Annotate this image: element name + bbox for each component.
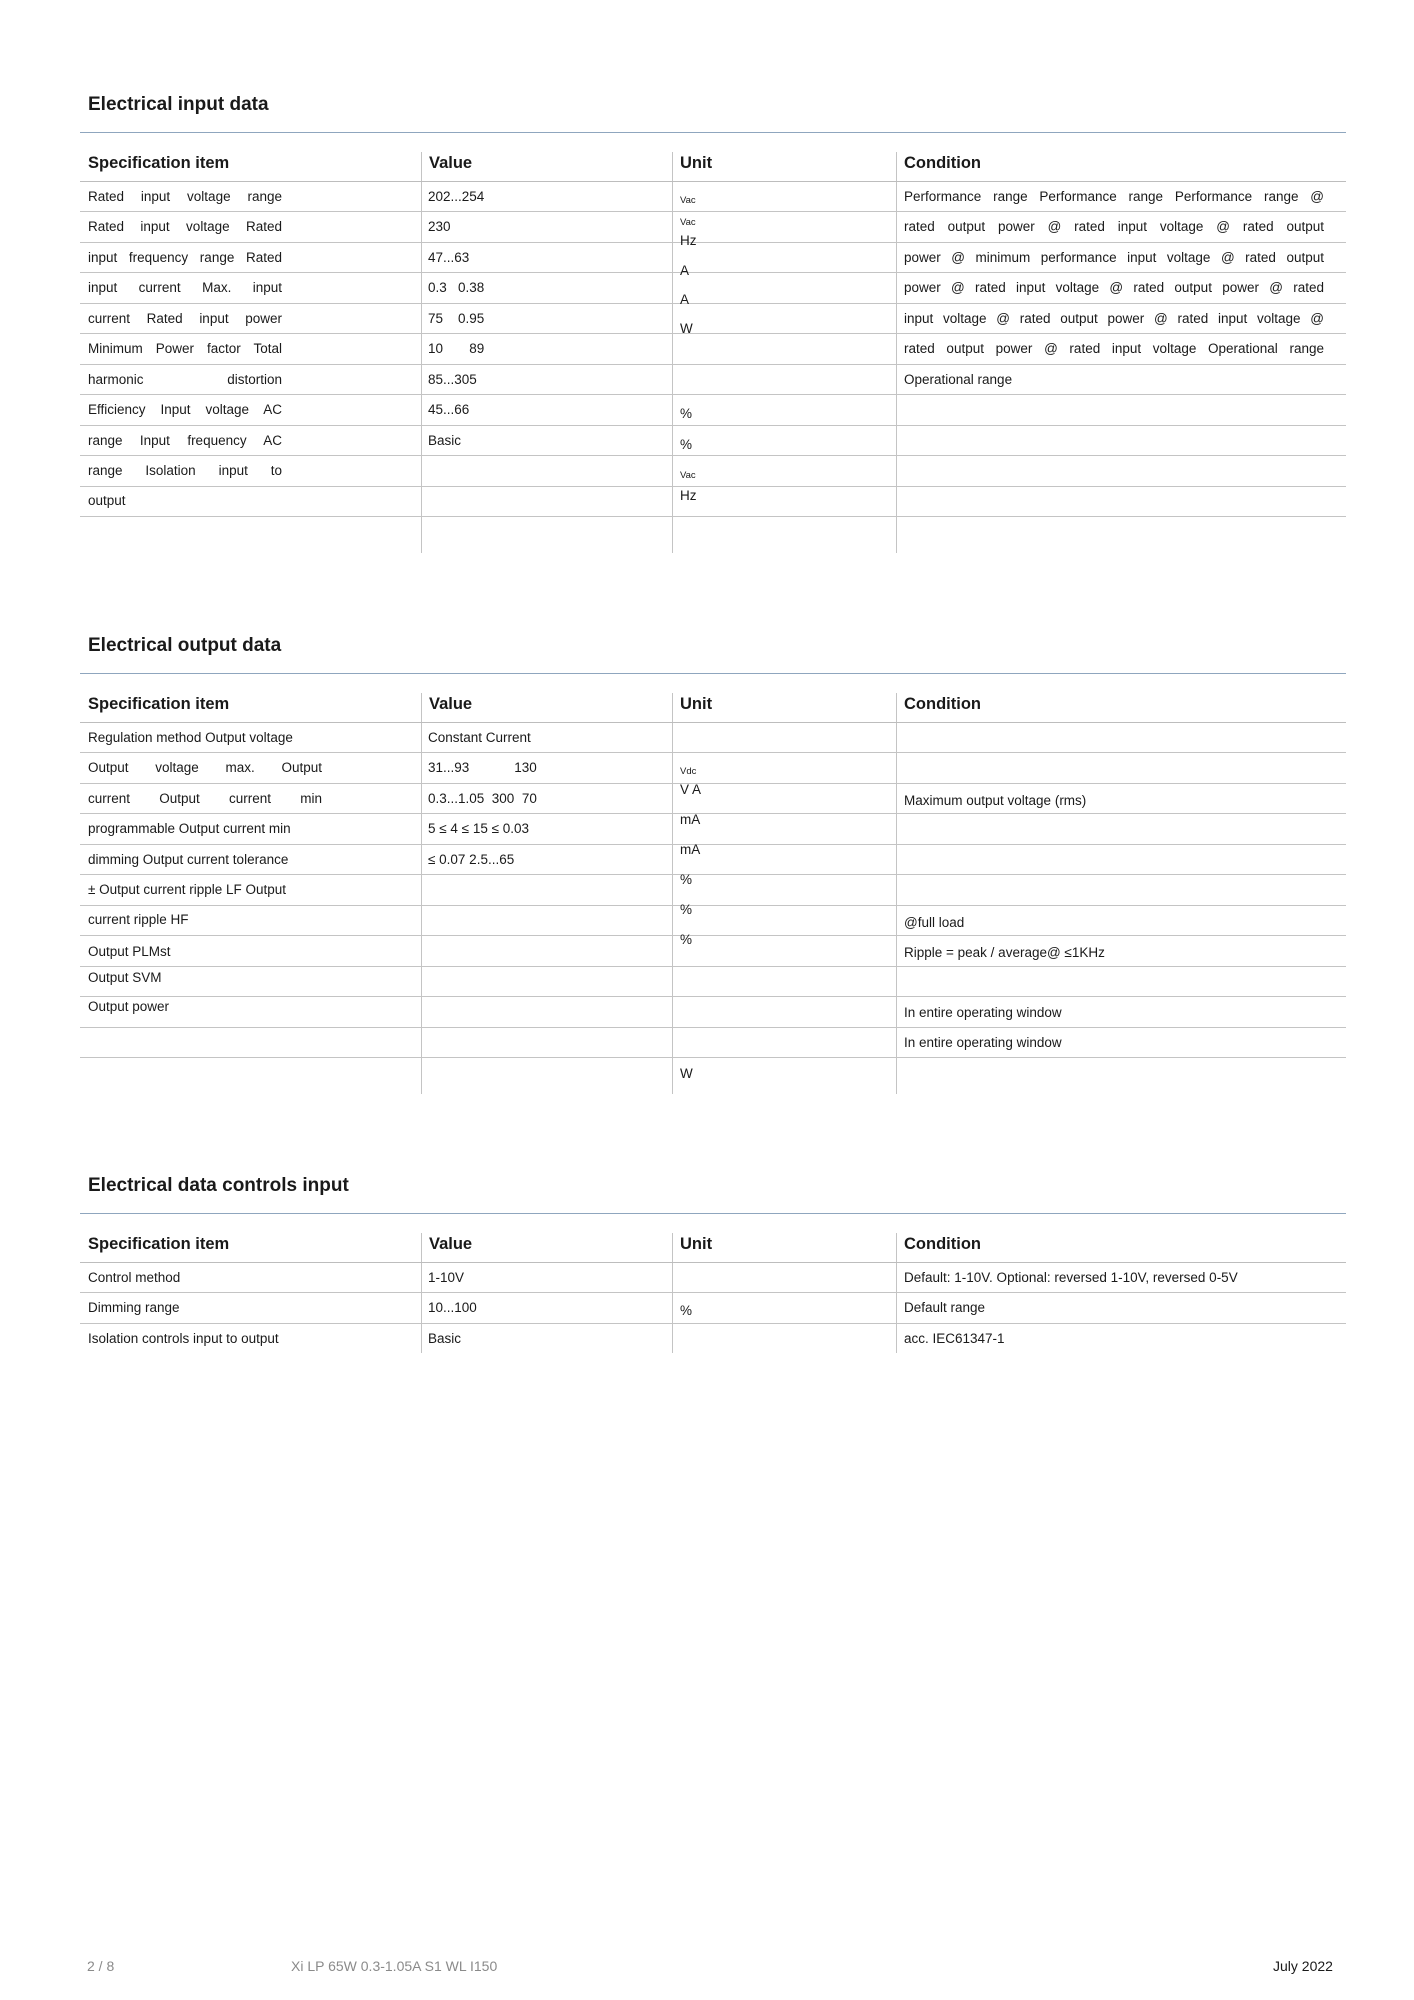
condition-text: Ripple = peak / average@ ≤1KHz [904, 945, 1105, 960]
row-divider [80, 1057, 1346, 1058]
column-divider [672, 152, 673, 553]
row-divider [80, 1027, 1346, 1028]
column-divider [421, 693, 422, 1094]
col-header-unit: Unit [680, 154, 713, 172]
row-divider [80, 905, 1346, 906]
value-text: 202...254 [428, 189, 485, 204]
unit-text: A [680, 292, 690, 307]
unit-text: Hz [680, 233, 697, 248]
spec-item-text: Regulation method Output voltage [88, 730, 293, 745]
unit-text: % [680, 872, 693, 887]
unit-text: Vac [680, 217, 696, 228]
spec-item-text: Efficiency Input voltage AC [88, 402, 282, 417]
condition-text: In entire operating window [904, 1005, 1062, 1020]
condition-text: rated output power @ rated input voltage @ rated output [904, 219, 1324, 234]
row-divider [80, 874, 1346, 875]
spec-item-text: Minimum Power factor Total [88, 341, 282, 356]
spec-item-text: output [88, 493, 126, 508]
unit-text: % [680, 932, 693, 947]
col-header-condition: Condition [904, 154, 981, 172]
unit-text: Vdc [680, 766, 697, 777]
value-text: 0.3 0.38 [428, 280, 485, 295]
condition-text: power @ minimum performance input voltage @ rated output [904, 250, 1324, 265]
spec-item-text: Control method [88, 1270, 181, 1285]
spec-item-text: Output voltage max. Output [88, 760, 322, 775]
row-divider [80, 242, 1346, 243]
row-divider [80, 211, 1346, 212]
value-text: Constant Current [428, 730, 531, 745]
value-text: 31...93 130 [428, 760, 537, 775]
col-header-spec: Specification item [88, 1235, 230, 1253]
column-divider [896, 1233, 897, 1353]
row-divider [80, 813, 1346, 814]
unit-text: mA [680, 812, 701, 827]
column-divider [421, 152, 422, 553]
value-text: 5 ≤ 4 ≤ 15 ≤ 0.03 [428, 821, 530, 836]
section-divider [80, 1213, 1346, 1214]
value-text: 45...66 [428, 402, 470, 417]
spec-item-text: range Isolation input to [88, 463, 282, 478]
condition-text: rated output power @ rated input voltage Operational range [904, 341, 1324, 356]
col-header-spec: Specification item [88, 695, 230, 713]
row-divider [80, 1292, 1346, 1293]
unit-text: % [680, 1303, 693, 1318]
col-header-condition: Condition [904, 695, 981, 713]
row-divider [80, 996, 1346, 997]
section-title: Electrical data controls input [88, 1175, 349, 1196]
row-divider [80, 455, 1346, 456]
unit-text: % [680, 902, 693, 917]
spec-item-text: Rated input voltage Rated [88, 219, 282, 234]
value-text: 230 [428, 219, 451, 234]
spec-item-text: Rated input voltage range [88, 189, 282, 204]
section-divider [80, 673, 1346, 674]
row-divider [80, 333, 1346, 334]
row-divider [80, 181, 1346, 182]
col-header-value: Value [429, 1235, 473, 1253]
unit-text: W [680, 321, 693, 336]
spec-item-text: dimming Output current tolerance [88, 852, 289, 867]
section-title: Electrical output data [88, 635, 282, 656]
value-text: 10 89 [428, 341, 485, 356]
spec-item-text: current Rated input power [88, 311, 282, 326]
column-divider [896, 152, 897, 553]
condition-text: Operational range [904, 372, 1013, 387]
row-divider [80, 516, 1346, 517]
spec-item-text: Output power [88, 999, 170, 1014]
value-text: Basic [428, 1331, 462, 1346]
col-header-unit: Unit [680, 695, 713, 713]
spec-item-text: harmonic distortion [88, 372, 282, 387]
row-divider [80, 722, 1346, 723]
section-divider [80, 132, 1346, 133]
column-divider [896, 693, 897, 1094]
col-header-value: Value [429, 154, 473, 172]
value-text: 85...305 [428, 372, 477, 387]
col-header-value: Value [429, 695, 473, 713]
column-divider [672, 693, 673, 1094]
spec-item-text: range Input frequency AC [88, 433, 282, 448]
value-text: 1-10V [428, 1270, 465, 1285]
column-divider [421, 1233, 422, 1353]
row-divider [80, 272, 1346, 273]
value-text: 10...100 [428, 1300, 477, 1315]
row-divider [80, 486, 1346, 487]
col-header-spec: Specification item [88, 154, 230, 172]
col-header-unit: Unit [680, 1235, 713, 1253]
condition-text: Default range [904, 1300, 986, 1315]
unit-text: A [680, 263, 690, 278]
row-divider [80, 425, 1346, 426]
row-divider [80, 1262, 1346, 1263]
unit-text: W [680, 1066, 693, 1081]
row-divider [80, 394, 1346, 395]
value-text: Basic [428, 433, 462, 448]
row-divider [80, 1323, 1346, 1324]
row-divider [80, 935, 1346, 936]
spec-item-text: current ripple HF [88, 912, 189, 927]
spec-item-text: input frequency range Rated [88, 250, 282, 265]
spec-item-text: Dimming range [88, 1300, 180, 1315]
unit-text: Vac [680, 470, 696, 481]
product-name: Xi LP 65W 0.3-1.05A S1 WL I150 [291, 1958, 498, 1974]
row-divider [80, 844, 1346, 845]
value-text: 75 0.95 [428, 311, 485, 326]
row-divider [80, 364, 1346, 365]
unit-text: Vac [680, 195, 696, 206]
unit-text: V A [680, 782, 702, 797]
condition-text: Performance range Performance range Performance range @ [904, 189, 1324, 204]
spec-item-text: Output PLMst [88, 944, 171, 959]
spec-item-text: current Output current min [88, 791, 322, 806]
condition-text: acc. IEC61347-1 [904, 1331, 1005, 1346]
unit-text: % [680, 406, 693, 421]
condition-text: Maximum output voltage (rms) [904, 793, 1087, 808]
condition-text: In entire operating window [904, 1035, 1062, 1050]
row-divider [80, 752, 1346, 753]
value-text: 0.3...1.05 300 70 [428, 791, 537, 806]
value-text: 47...63 [428, 250, 470, 265]
col-header-condition: Condition [904, 1235, 981, 1253]
column-divider [672, 1233, 673, 1353]
condition-text: Default: 1-10V. Optional: reversed 1-10V, reversed 0-5V [904, 1270, 1238, 1285]
spec-item-text: Output SVM [88, 970, 162, 985]
spec-item-text: ± Output current ripple LF Output [88, 882, 287, 897]
row-divider [80, 966, 1346, 967]
condition-text: @full load [904, 915, 965, 930]
page-number: 2 / 8 [87, 1958, 115, 1974]
spec-item-text: input current Max. input [88, 280, 282, 295]
unit-text: % [680, 437, 693, 452]
condition-text: input voltage @ rated output power @ rated input voltage @ [904, 311, 1324, 326]
row-divider [80, 303, 1346, 304]
unit-text: mA [680, 842, 701, 857]
condition-text: power @ rated input voltage @ rated output power @ rated [904, 280, 1324, 295]
document-date: July 2022 [1273, 1958, 1333, 1974]
row-divider [80, 783, 1346, 784]
spec-item-text: Isolation controls input to output [88, 1331, 279, 1346]
section-title: Electrical input data [88, 94, 269, 115]
value-text: ≤ 0.07 2.5...65 [428, 852, 515, 867]
spec-item-text: programmable Output current min [88, 821, 291, 836]
unit-text: Hz [680, 488, 697, 503]
